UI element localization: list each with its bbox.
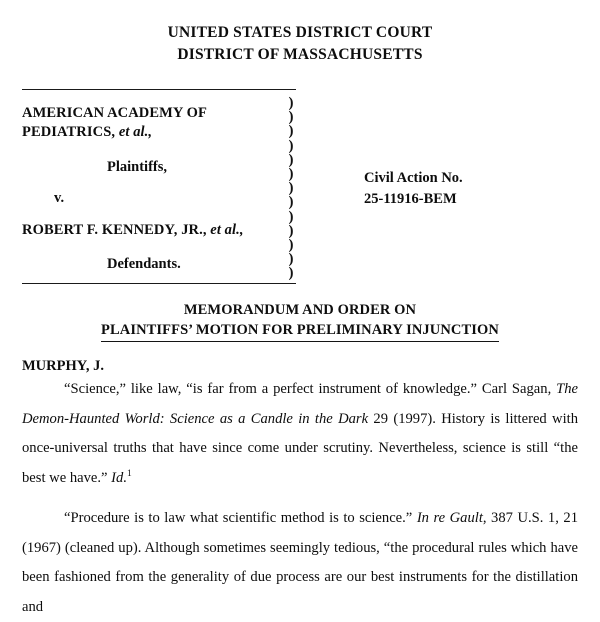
document-body [22,375,578,622]
text-run: “Science,” like law, “is far from a perfect instrument of knowledge.” Carl Sagan, [64,381,557,397]
plaintiff-name-line2-text: PEDIATRICS, [22,124,119,141]
versus-label: v. [54,189,65,206]
plaintiff-name-line2 [22,123,296,142]
memorandum-title-line1: MEMORANDUM AND ORDER ON [183,301,417,318]
caption-paren-glyph: ) [288,194,294,211]
caption-paren-glyph: ) [288,222,294,239]
court-header [0,0,600,66]
italic-run: The Demon-Haunted World: Science as a Candle in the Dark [22,381,578,427]
civil-action-label: Civil Action No. [364,170,463,186]
plaintiff-name-line1: AMERICAN ACADEMY OF [22,105,208,121]
civil-action-number [364,168,463,209]
caption-paren-glyph: ) [288,251,294,268]
plaintiff-party-name [22,104,296,143]
caption-paren-glyph: ) [288,137,294,154]
memorandum-title [0,300,600,342]
caption-paren-glyph: ) [288,123,294,140]
defendant-party-name [22,221,296,240]
text-run: “Procedure is to law what scientific method is to science.” [64,510,417,526]
italic-run: Id. [111,469,127,486]
defendant-etal: et al., [210,221,244,238]
caption-paren-glyph: ) [288,208,294,225]
court-name-line1: UNITED STATES DISTRICT COURT [167,24,433,41]
footnote-marker: 1 [126,468,132,479]
caption-bottom-rule [22,283,296,284]
text-run: , 387 U.S. 1, 21 (1967) (cleaned up). Although sometimes seemingly tedious, “the procedural rules which have been fashioned from the generality of due process are our best instruments for the distillation and [22,510,578,615]
case-caption-block [22,89,296,284]
caption-paren-glyph: ) [288,95,294,111]
plaintiff-etal: et al., [118,124,153,141]
caption-paren-glyph: ) [288,265,294,282]
caption-body [22,90,296,283]
caption-paren-glyph: ) [288,151,294,168]
defendant-role-label: Defendants. [107,255,181,272]
memorandum-title-line2: PLAINTIFFS’ MOTION FOR PRELIMINARY INJUNCTION [101,320,499,342]
plaintiff-role-label: Plaintiffs, [107,158,168,175]
caption-paren-column [284,96,298,281]
paragraph-procedure [22,504,578,622]
caption-paren-glyph: ) [288,180,294,197]
italic-run: In re Gault [416,510,483,526]
caption-paren-glyph: ) [288,237,294,254]
caption-paren-glyph: ) [288,166,294,183]
caption-paren-glyph: ) [288,109,294,126]
civil-action-value: 25-11916-BEM [364,190,457,207]
text-run: 29 (1997). History is littered with once-universal truths that have since come under scrutiny. Nevertheless, science is still “the best we have.” [22,410,578,486]
paragraph-science [22,375,578,493]
defendant-name-text: ROBERT F. KENNEDY, JR., [22,221,211,238]
court-district-line2: DISTRICT OF MASSACHUSETTS [177,46,423,63]
judge-name: MURPHY, J. [22,358,105,374]
memorandum-title-line2-wrap [0,320,600,342]
